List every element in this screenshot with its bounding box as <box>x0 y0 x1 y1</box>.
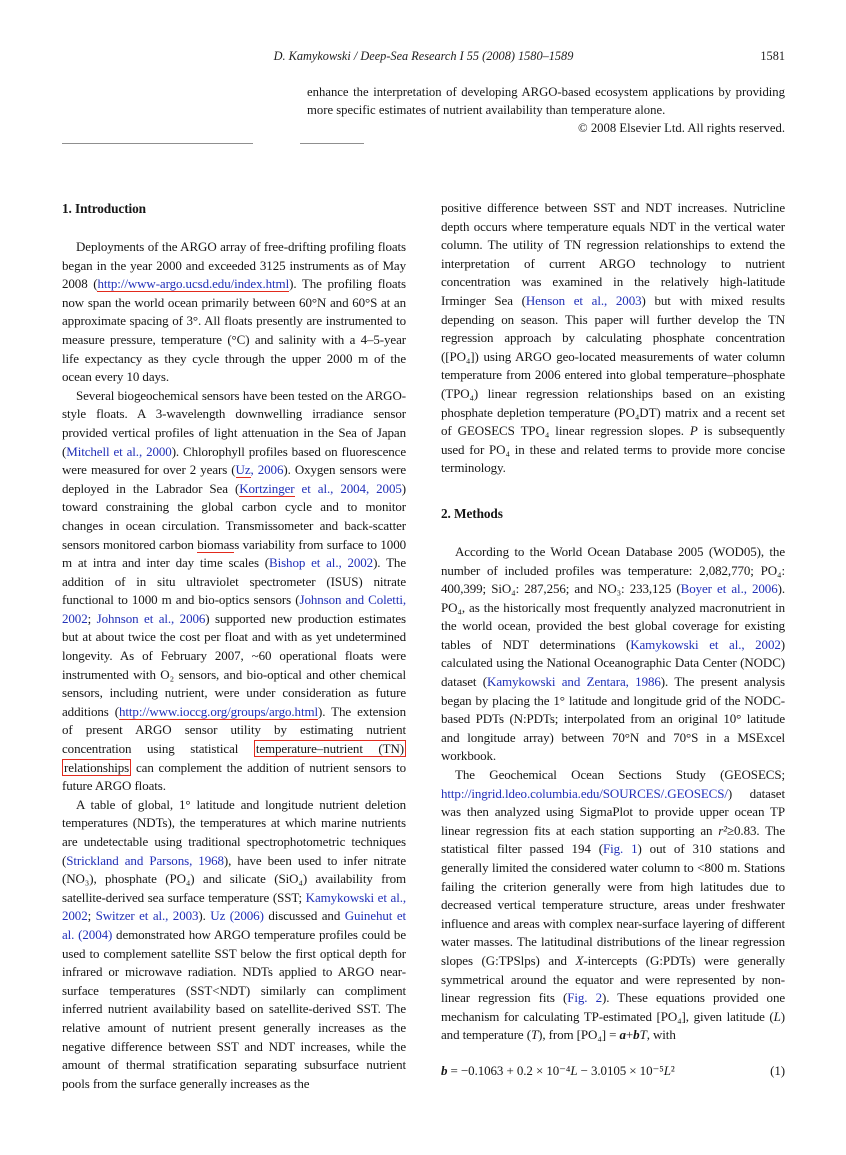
text-run: ² <box>670 1062 675 1078</box>
text-run: ), have been used to infer nitrate (NO₃), phosphate (PO₄) and silicate (SiO₄) availability from satellite-derived sea surface temperature (SST; <box>62 852 406 905</box>
paragraph <box>441 766 785 1045</box>
annotation-box: temperature–nutrient (TN) relationships <box>64 741 404 775</box>
copyright-line: © 2008 Elsevier Ltd. All rights reserved. <box>578 121 785 135</box>
citation-link[interactable]: Switzer et al., 2003 <box>95 908 199 924</box>
spellcheck-underlined-text: biomas <box>197 536 235 552</box>
text-run: A table of global, 1° latitude and longitude nutrient deletion temperatures (NDTs), the temperatures at which marine nutrients are undetectable using traditional spectrophotometric techniques ( <box>62 796 406 868</box>
citation-link[interactable]: Strickland and Parsons, 1968 <box>66 852 224 868</box>
text-run: positive difference between SST and NDT increases. Nutricline depth occurs where temperature equals NDT in the vertical water column. The utility of TN regression relationships to extend the interpretation of current ARGO technology to nutrient concentration was examined in the relatively high-latitude Irminger Sea ( <box>441 200 785 308</box>
citation-link[interactable]: Uz <box>235 462 251 478</box>
equation-body <box>441 1062 675 1081</box>
left-column <box>62 199 406 1093</box>
text-run: can complement the addition of nutrient sensors to future ARGO floats. <box>62 759 406 794</box>
text-run: b <box>441 1062 448 1078</box>
text-run: L <box>663 1062 671 1078</box>
text-run: According to the World Ocean Database 2005 (WOD05), the number of included profiles was temperature: 2,082,770; PO₄: 400,399; SiO₄: 287,256; and NO₃: 233,125 ( <box>441 543 785 597</box>
equation-number: (1) <box>770 1062 785 1078</box>
citation-link[interactable]: Johnson et al., 2006 <box>96 610 206 626</box>
text-run: ). The profiling floats now span the world ocean primarily between 60°N and 60°S at an approximate spacing of 3°. All floats presently are instrumented to measure pressure, temperature (°C) and salinity with a 4–5-year life expectancy as they cycle through the upper 2000 m of the ocean every 10 days. <box>62 276 406 385</box>
text-run: T <box>639 1027 647 1043</box>
text-run: ). The addition of in situ ultraviolet spectrometer (ISUS) nitrate functional to 1000 m and bio-optics sensors ( <box>62 555 406 608</box>
text-run: demonstrated how ARGO temperature profiles could be used to complement satellite SST below the first optical depth for infrared or microwave radiation. NDTs applied to ARGO near-surface temperatures (SST<NDT) similarly can compliment inferred nutrient availability based on satellite-derived SST. The relative amount of nutrient present generally increases as the negative difference between SST and NDT increases, while the amount of thermal stratification separating subsurface nutrient pools from the surface generally increases as the <box>62 926 406 1091</box>
figure-link[interactable]: Fig. 2 <box>567 990 602 1006</box>
text-run: ≥0.83. The statistical filter passed 194 ( <box>441 822 785 857</box>
text-run: Deployments of the ARGO array of free-drifting profiling floats began in the year 2000 and exceeded 3125 instruments as of May 2008 ( <box>62 239 406 292</box>
citation-link[interactable]: et al., 2004, 2005 <box>294 480 402 496</box>
text-run: ) out of 310 stations and generally limited the considered water column to <800 m. Stations failing the criterion generally were from high latitudes due to decreased vertical temperature structure, areas under freshwater influence and areas with complex near-surface layering of different water masses. The latitudinal distributions of the linear regression slopes (G:TPSlps) and <box>441 841 785 968</box>
figure-link[interactable]: Fig. 1 <box>602 841 638 857</box>
text-run: b <box>633 1027 640 1043</box>
text-run: ). Oxygen sensors were deployed in the Labrador Sea ( <box>62 462 406 496</box>
citation-link[interactable]: , 2006 <box>250 462 284 478</box>
url-link[interactable]: http://www.ioccg.org/groups/argo.html <box>119 703 318 719</box>
paragraph <box>62 796 406 1094</box>
text-run: L <box>773 1008 781 1024</box>
text-run: , with <box>646 1027 676 1043</box>
text-run: ) calculated using the National Oceanographic Data Center (NODC) dataset ( <box>441 636 785 690</box>
text-run: ) toward constraining the global carbon cycle and to monitor changes in ocean circulation. Transmissometer and back-scatter sensors monitored carbon <box>62 480 406 552</box>
url-link[interactable]: http://www-argo.ucsd.edu/index.html <box>97 276 290 292</box>
abstract-text: enhance the interpretation of developing ARGO-based ecosystem applications by providing more specific estimates of nutrient availability than temperature alone. <box>307 85 785 117</box>
paragraph <box>441 543 785 766</box>
citation-link[interactable]: Uz (2006) <box>210 908 264 924</box>
text-run: r² <box>718 822 727 838</box>
text-run: ; <box>87 610 97 626</box>
text-run: -intercepts (G:PDTs) were generally symmetrical around the equator and were represented by non-linear regression fits ( <box>441 952 785 1006</box>
text-run: ). The extension of present ARGO sensor utility by estimating nutrient concentration using statistical <box>62 703 406 757</box>
text-run: ), from [PO₄] = <box>538 1027 620 1043</box>
text-run: + <box>625 1027 634 1043</box>
citation-link[interactable]: Kamykowski et al., 2002 <box>62 889 407 924</box>
citation-link[interactable]: Kamykowski et al., 2002 <box>630 636 781 652</box>
text-run: ). The present analysis began by placing the 1° latitude and longitude grid of the NODC-based PDTs (N:PDTs; interpolated from an original 10° latitude and longitude array) between 70°N and 70°S in a MSExcel workbook. <box>441 674 785 764</box>
text-run: ). PO₄, as the historically most frequently analyzed macronutrient in the world ocean, provided the best global coverage for existing tables of NDT determinations ( <box>441 581 785 652</box>
text-run: T <box>530 1027 539 1043</box>
text-run: ). <box>198 908 211 924</box>
page-header <box>62 49 785 64</box>
text-run: ) dataset was then analyzed using SigmaPlot to provide upper ocean TP linear regression fits at each station supporting an <box>441 785 785 838</box>
page-number: 1581 <box>760 49 785 63</box>
text-run: L <box>570 1062 578 1078</box>
text-run: ; <box>87 908 96 924</box>
text-run: is subsequently used for PO₄ in these and related terms to provide more concise terminology. <box>441 423 786 476</box>
citation-link[interactable]: Mitchell et al., 2000 <box>66 443 172 459</box>
text-run: ). Chlorophyll profiles based on fluorescence were measured for over 2 years ( <box>62 443 406 478</box>
equation-1 <box>441 1062 785 1081</box>
section-heading-methods: 2. Methods <box>441 505 503 521</box>
text-run: X <box>575 952 584 968</box>
paragraph <box>62 238 406 387</box>
footnote-rule-right <box>300 143 364 144</box>
paragraph <box>62 387 406 796</box>
text-run: = −0.1063 + 0.2 × 10⁻⁴ <box>447 1062 571 1078</box>
text-run: s variability from surface to 1000 m at intra and inter day time scales ( <box>62 536 406 571</box>
citation-link[interactable]: Bishop et al., 2002 <box>269 555 374 571</box>
citation-link[interactable]: Kortzinger <box>239 480 295 496</box>
text-run: ) and temperature ( <box>441 1008 785 1043</box>
abstract-continuation <box>307 84 785 138</box>
text-run: discussed and <box>263 908 345 924</box>
section-heading-introduction: 1. Introduction <box>62 201 146 216</box>
text-run: P <box>689 423 698 439</box>
text-run: ) but with mixed results depending on season. This paper will further develop the TN regression approach by calculating phosphate concentration ([PO₄]) using ARGO geo-located measurements of water column temperature from 2006 entered into global temperature–phosphate (TPO₄) linear regression relationships based on an existing phosphate depletion temperature (PO₄DT) matrix and a recent set of GEOSECS TPO₄ linear regression slopes. <box>441 292 785 439</box>
text-run: The Geochemical Ocean Sections Study (GEOSECS; <box>455 767 785 783</box>
footnote-rule-left <box>62 143 253 144</box>
right-column <box>441 199 785 1093</box>
url-link[interactable]: http://ingrid.ldeo.columbia.edu/SOURCES/.GEOSECS/ <box>441 785 728 801</box>
paragraph-continuation <box>441 199 785 478</box>
citation-link[interactable]: Johnson and Coletti, 2002 <box>62 592 406 626</box>
text-run: ). These equations provided one mechanism for calculating TP-estimated [PO₄], given latitude ( <box>441 990 786 1024</box>
citation-link[interactable]: Boyer et al., 2006 <box>680 581 778 597</box>
two-column-body <box>62 199 785 1093</box>
text-run: Several biogeochemical sensors have been tested on the ARGO-style floats. A 3-wavelength downwelling irradiance sensor provided vertical profiles of light attenuation in the Sea of Japan ( <box>62 387 406 459</box>
citation-link[interactable]: Henson et al., 2003 <box>525 292 642 308</box>
text-run: a <box>619 1027 626 1043</box>
citation-link[interactable]: Guinehut et al. (2004) <box>62 908 406 942</box>
running-head: D. Kamykowski / Deep-Sea Research I 55 (2008) 1580–1589 <box>273 49 574 63</box>
text-run: − 3.0105 × 10⁻⁵ <box>577 1062 664 1078</box>
citation-link[interactable]: Kamykowski and Zentara, 1986 <box>487 674 661 690</box>
text-run: ) supported new production estimates but at about twice the cost per float and with as yet undetermined longevity. As of February 2007, ~60 operational floats were instrumented with O₂ sensors, and bio-optical and other chemical sensors, including nutrient, were under consideration as future additions ( <box>62 610 406 719</box>
